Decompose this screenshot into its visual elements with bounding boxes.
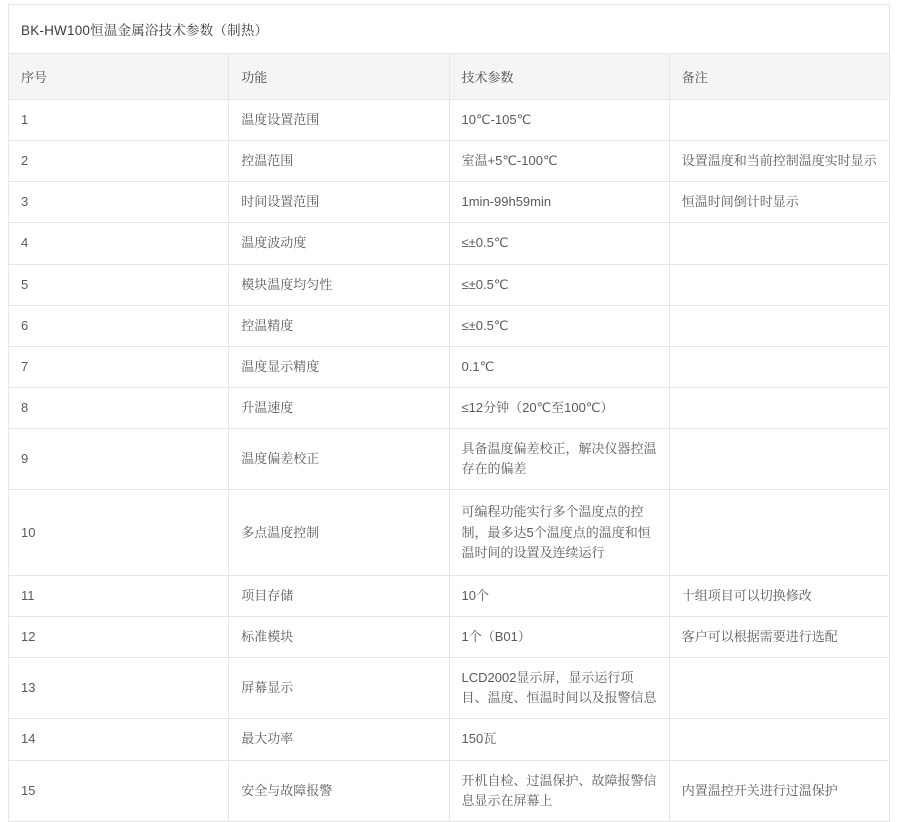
cell-index: 10	[9, 490, 229, 575]
column-header-index: 序号	[9, 54, 229, 100]
cell-spec: ≤±0.5℃	[449, 305, 669, 346]
cell-function: 最大功率	[229, 719, 449, 760]
cell-note: 恒温时间倒计时显示	[669, 182, 889, 223]
table-row	[9, 575, 890, 616]
cell-note	[669, 223, 889, 264]
table-header-row	[9, 54, 890, 100]
cell-note	[669, 264, 889, 305]
cell-spec: 室温+5℃-100℃	[449, 141, 669, 182]
cell-index: 9	[9, 429, 229, 490]
table-title: BK-HW100恒温金属浴技术参数（制热）	[9, 5, 890, 54]
cell-index: 15	[9, 760, 229, 821]
table-row	[9, 616, 890, 657]
table-row	[9, 719, 890, 760]
cell-function: 多点温度控制	[229, 490, 449, 575]
column-header-note: 备注	[669, 54, 889, 100]
table-row	[9, 658, 890, 719]
cell-function: 模块温度均匀性	[229, 264, 449, 305]
cell-function: 控温精度	[229, 305, 449, 346]
cell-spec: ≤±0.5℃	[449, 223, 669, 264]
cell-spec: 可编程功能实行多个温度点的控制，最多达5个温度点的温度和恒温时间的设置及连续运行	[449, 490, 669, 575]
cell-function: 安全与故障报警	[229, 760, 449, 821]
cell-spec: 1min-99h59min	[449, 182, 669, 223]
cell-note	[669, 346, 889, 387]
cell-index: 12	[9, 616, 229, 657]
column-header-function: 功能	[229, 54, 449, 100]
table-row	[9, 490, 890, 575]
cell-function: 控温范围	[229, 141, 449, 182]
table-row	[9, 760, 890, 821]
cell-note	[669, 387, 889, 428]
cell-index: 7	[9, 346, 229, 387]
table-row	[9, 182, 890, 223]
cell-function: 温度显示精度	[229, 346, 449, 387]
cell-spec: LCD2002显示屏，显示运行项目、温度、恒温时间以及报警信息	[449, 658, 669, 719]
cell-index: 1	[9, 100, 229, 141]
cell-note: 设置温度和当前控制温度实时显示	[669, 141, 889, 182]
cell-spec: 10个	[449, 575, 669, 616]
table-row	[9, 346, 890, 387]
cell-note	[669, 490, 889, 575]
cell-index: 6	[9, 305, 229, 346]
cell-spec: ≤±0.5℃	[449, 264, 669, 305]
cell-note	[669, 429, 889, 490]
cell-note: 内置温控开关进行过温保护	[669, 760, 889, 821]
cell-note: 十组项目可以切换修改	[669, 575, 889, 616]
cell-spec: 1个（B01）	[449, 616, 669, 657]
cell-spec: 10℃-105℃	[449, 100, 669, 141]
cell-note	[669, 305, 889, 346]
cell-function: 时间设置范围	[229, 182, 449, 223]
cell-index: 3	[9, 182, 229, 223]
cell-function: 温度波动度	[229, 223, 449, 264]
cell-function: 温度偏差校正	[229, 429, 449, 490]
specification-table	[8, 4, 890, 822]
cell-function: 升温速度	[229, 387, 449, 428]
cell-function: 屏幕显示	[229, 658, 449, 719]
table-row	[9, 305, 890, 346]
cell-index: 2	[9, 141, 229, 182]
table-row	[9, 100, 890, 141]
table-row	[9, 264, 890, 305]
cell-index: 8	[9, 387, 229, 428]
table-row	[9, 223, 890, 264]
cell-note	[669, 719, 889, 760]
cell-spec: 具备温度偏差校正，解决仪器控温存在的偏差	[449, 429, 669, 490]
table-body	[9, 5, 890, 822]
table-row	[9, 141, 890, 182]
table-row	[9, 429, 890, 490]
cell-function: 项目存储	[229, 575, 449, 616]
cell-spec: 150瓦	[449, 719, 669, 760]
table-row	[9, 387, 890, 428]
cell-spec: ≤12分钟（20℃至100℃）	[449, 387, 669, 428]
cell-index: 14	[9, 719, 229, 760]
cell-spec: 0.1℃	[449, 346, 669, 387]
cell-index: 11	[9, 575, 229, 616]
cell-index: 13	[9, 658, 229, 719]
cell-function: 标准模块	[229, 616, 449, 657]
table-title-row	[9, 5, 890, 54]
cell-spec: 开机自检、过温保护、故障报警信息显示在屏幕上	[449, 760, 669, 821]
cell-note	[669, 658, 889, 719]
cell-note: 客户可以根据需要进行选配	[669, 616, 889, 657]
cell-index: 5	[9, 264, 229, 305]
column-header-spec: 技术参数	[449, 54, 669, 100]
cell-function: 温度设置范围	[229, 100, 449, 141]
cell-note	[669, 100, 889, 141]
cell-index: 4	[9, 223, 229, 264]
